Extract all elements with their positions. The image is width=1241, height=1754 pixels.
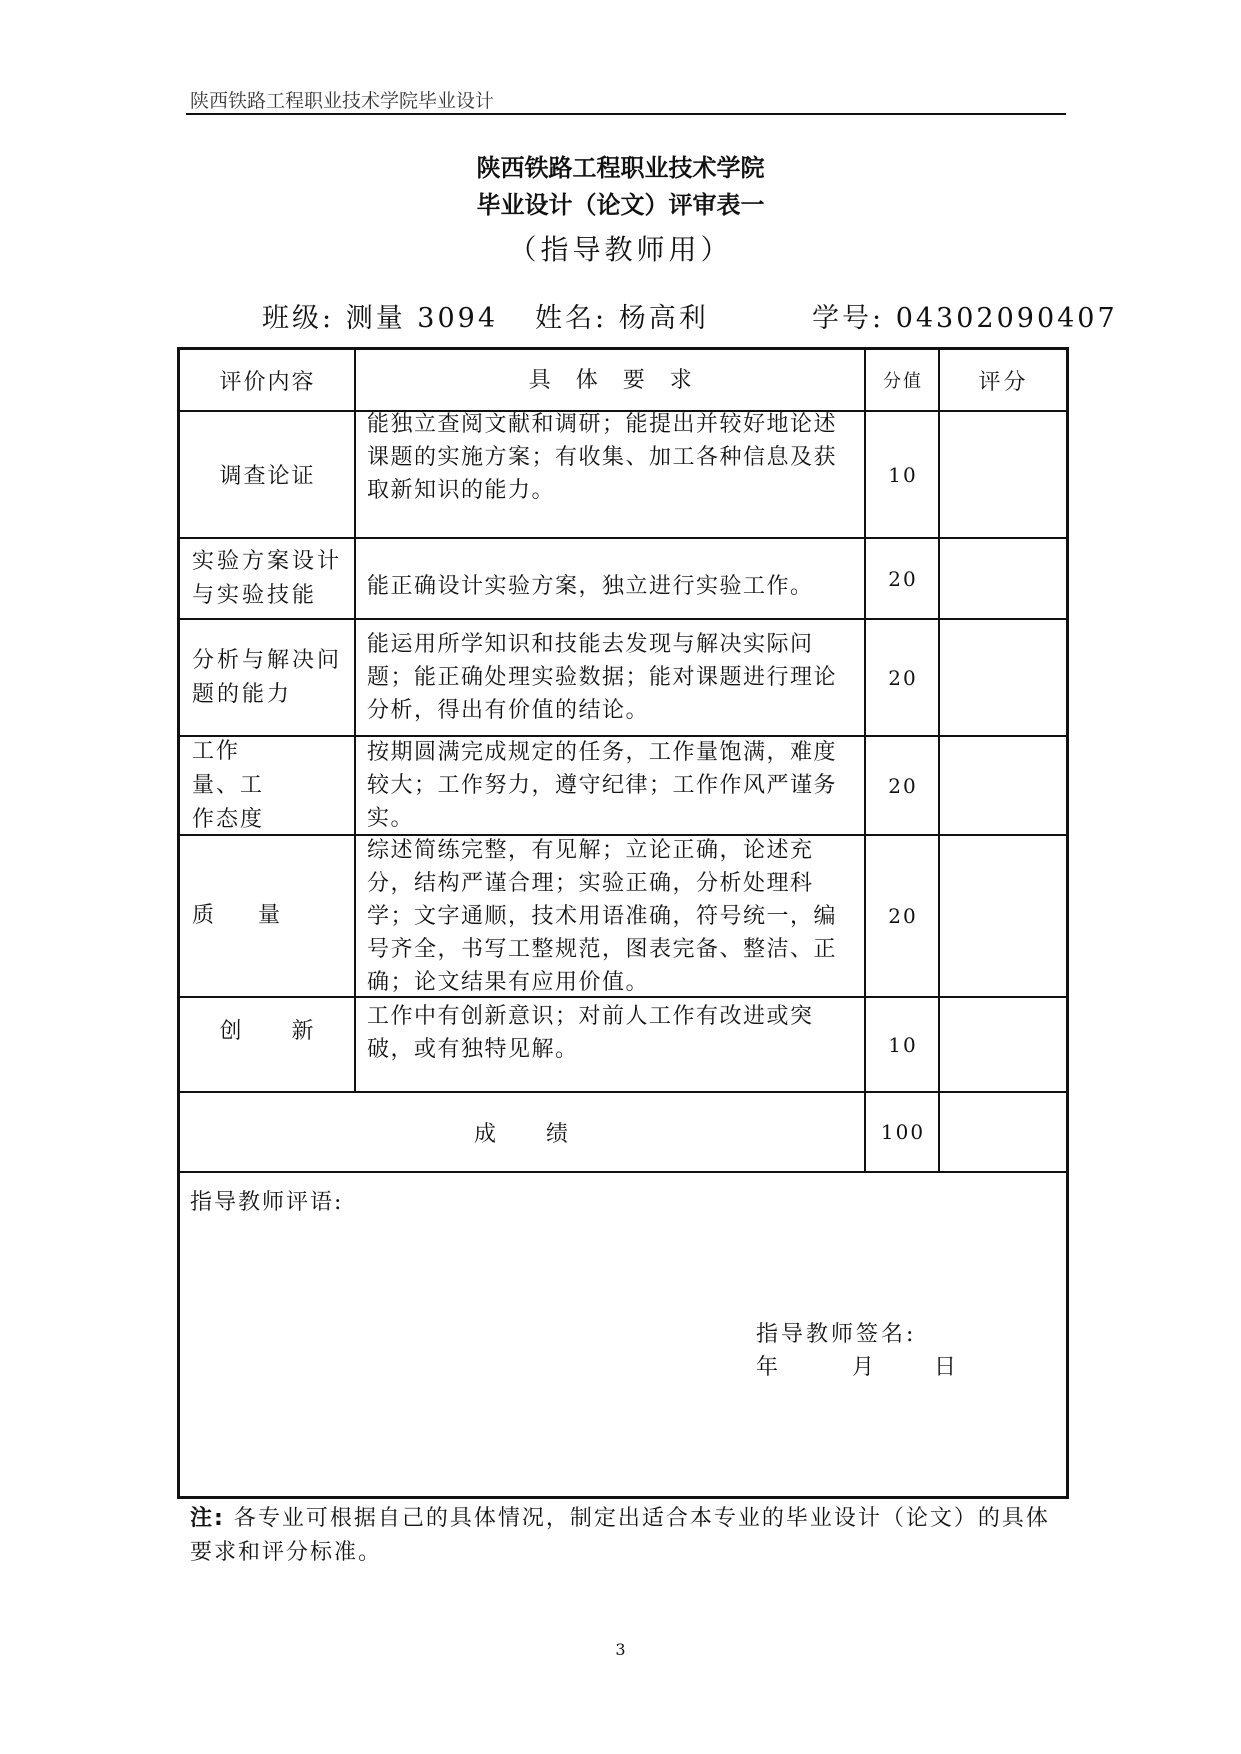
header-requirements: 具 体 要 求 [528,367,694,393]
row-investigation-requirements: 能独立查阅文献和调研；能提出并较好地论述课题的实施方案；有收集、加工各种信息及获取新知识的能力。 [367,411,838,503]
total-score: 100 [880,1120,926,1144]
row-analysis-label: 分析与解决问题的能力 [192,647,343,707]
name-value: 杨高利 [618,303,709,334]
note-text: 各专业可根据自己的具体情况，制定出适合本专业的毕业设计（论文）的具体要求和评分标准。 [190,1506,1050,1565]
student-id-label: 学号: [812,303,885,334]
table-rule [177,1171,1069,1173]
running-header: 陕西铁路工程职业技术学院毕业设计 [190,90,495,112]
school-title: 陕西铁路工程职业技术学院 [476,154,765,182]
date-year: 年 [756,1355,779,1380]
name-label: 姓名: [535,303,608,334]
class-value: 测量 3094 [345,303,498,334]
total-eval[interactable] [941,1093,1066,1171]
advisor-signature-label: 指导教师签名: [756,1322,917,1347]
row-experiment-eval[interactable] [941,539,1066,618]
row-investigation-score: 10 [888,462,918,487]
header-rule [186,113,1066,115]
date-line [756,1350,956,1381]
row-analysis-requirements: 能运用所学知识和技能去发现与解决实际问题；能正确处理实验数据；能对课题进行理论分析，得出有价值的结论。 [367,632,838,723]
form-subtitle: （指导教师用） [508,233,733,266]
row-workload-requirements: 按期圆满完成规定的任务，工作量饱满，难度较大；工作努力，遵守纪律；工作作风严谨务实。 [367,740,838,831]
row-workload-score: 20 [888,773,918,798]
date-day: 日 [934,1355,957,1380]
row-workload-label: 工作量、工作态度 [192,738,265,832]
row-quality-label: 质 量 [192,903,281,928]
row-experiment-requirements: 能正确设计实验方案，独立进行实验工作。 [367,574,814,599]
header-content: 评价内容 [219,369,316,395]
row-quality-score: 20 [888,904,918,928]
student-id-value: 04302090407 [895,303,1118,334]
note-label: 注: [190,1506,225,1531]
header-evaluation: 评分 [978,369,1029,395]
row-innovation-eval[interactable] [941,998,1066,1091]
advisor-comment-label: 指导教师评语: [190,1190,344,1215]
row-workload-eval[interactable] [941,737,1066,834]
row-investigation-label: 调查论证 [219,464,316,489]
row-experiment-score: 20 [888,566,918,591]
row-experiment-label: 实验方案设计与实验技能 [192,548,343,608]
row-innovation-score: 10 [888,1032,918,1057]
class-field [262,296,498,335]
row-innovation-label: 创 新 [219,1019,316,1044]
row-analysis-score: 20 [888,665,918,690]
name-field [535,296,709,335]
row-quality-requirements: 综述简练完整，有见解；立论正确，论述充分，结构严谨合理；实验正确，分析处理科学；文字通顺，技术用语准确，符号统一，编号齐全，书写工整规范，图表完备、整洁、正确；论文结果有应用价值。 [367,837,838,995]
date-month: 月 [852,1355,875,1380]
class-label: 班级: [262,303,335,334]
page-number: 3 [615,1640,626,1659]
row-analysis-eval[interactable] [941,620,1066,735]
form-title: 毕业设计（论文）评审表一 [476,191,765,219]
total-label: 成 绩 [473,1121,570,1147]
row-innovation-requirements: 工作中有创新意识；对前人工作有改进或突破，或有独特见解。 [367,1004,814,1062]
row-quality-eval[interactable] [941,836,1066,996]
footnote [190,1502,1070,1570]
student-id-field [812,296,1118,335]
header-score: 分值 [883,371,923,392]
row-investigation-eval[interactable] [941,412,1066,537]
